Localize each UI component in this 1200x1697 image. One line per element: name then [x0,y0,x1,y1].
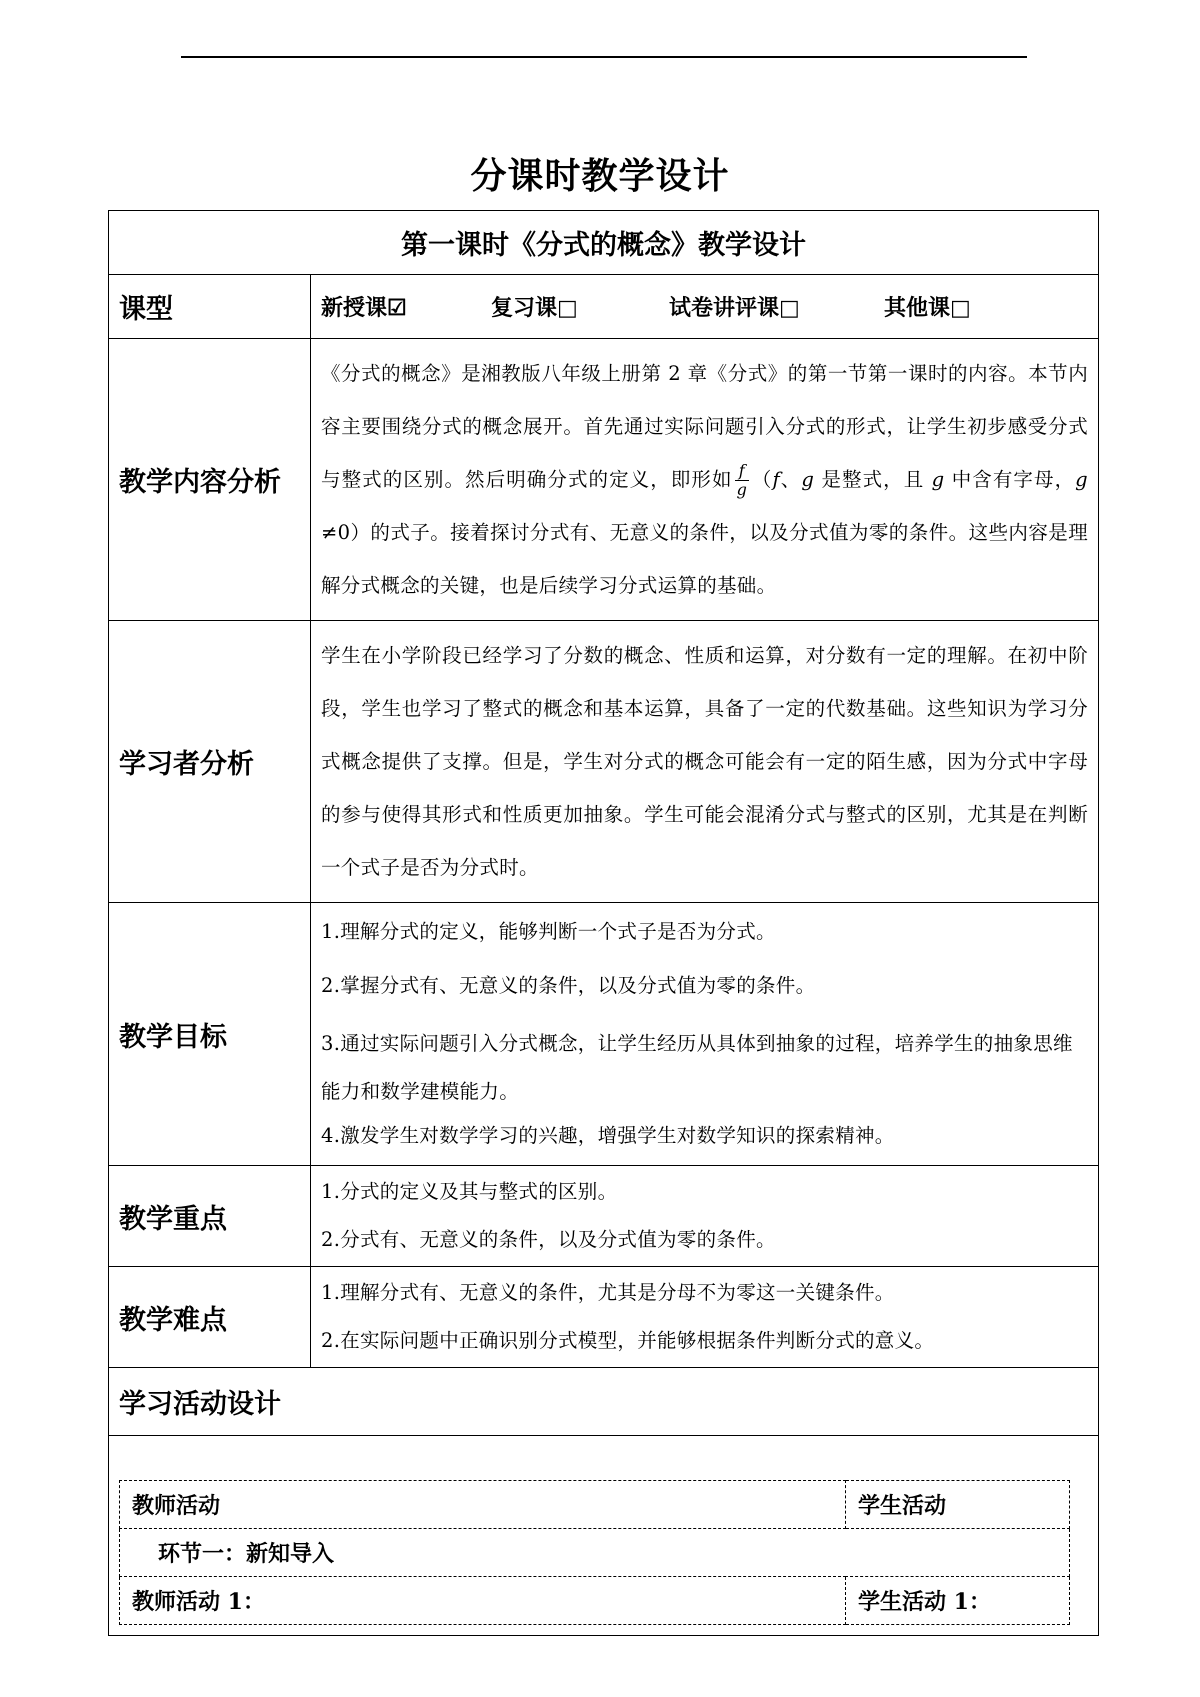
content-text-part: （ [751,468,773,491]
teacher-activity-header: 教师活动 [120,1481,846,1529]
lesson-type-options [311,275,1099,339]
activity-design-area [109,1436,1099,1636]
difficult-point-item: 1.理解分式有、无意义的条件，尤其是分母不为零这一关键条件。 [321,1281,895,1304]
stage-1-label: 环节一：新知导入 [158,1541,335,1567]
student-activity-header: 学生活动 [846,1481,1070,1529]
content-text-part: 《分式的概念》是湘教版八年级上册第 2 章《分式》的第一节第一课时的内容。本节内容主要围绕分式的概念展开。首先通过实际问题引入分式的形式，让学生初步感受分式与整式的区别。然后明确分式的定义，即形如 [321,362,1088,491]
content-analysis-label: 教学内容分析 [109,339,311,621]
option-new-lesson[interactable]: 新授课☑ [321,295,407,321]
lesson-subtitle: 第一课时《分式的概念》教学设计 [109,211,1099,275]
stage-1-title [120,1529,1070,1577]
learner-analysis-label: 学习者分析 [109,621,311,903]
key-points-list [311,1166,1099,1267]
variable-g: g [801,468,815,491]
header-rule [181,56,1027,58]
variable-g: g [931,468,945,491]
content-analysis-text [311,339,1099,621]
fraction-denominator: g [736,480,748,499]
option-exam-review-lesson[interactable]: 试卷讲评课□ [669,295,800,321]
goal-item: 1.理解分式的定义，能够判断一个式子是否为分式。 [321,920,776,943]
teaching-goals-list [311,903,1099,1166]
difficult-point-item: 2.在实际问题中正确识别分式模型，并能够根据条件判断分式的意义。 [321,1329,935,1352]
lesson-plan-table [108,210,1099,1636]
goal-item: 2.掌握分式有、无意义的条件，以及分式值为零的条件。 [321,974,816,997]
key-point-item: 1.分式的定义及其与整式的区别。 [321,1180,618,1203]
key-points-label: 教学重点 [109,1166,311,1267]
learner-analysis-text: 学生在小学阶段已经学习了分数的概念、性质和运算，对分数有一定的理解。在初中阶段，学生也学习了整式的概念和基本运算，具备了一定的代数基础。这些知识为学习分式概念提供了支撑。但是，学生对分式的概念可能会有一定的陌生感，因为分式中字母的参与使得其形式和性质更加抽象。学生可能会混淆分式与整式的区别，尤其是在判断一个式子是否为分式时。 [311,621,1099,903]
difficult-points-label: 教学难点 [109,1267,311,1368]
fraction-numerator: f [735,462,750,481]
option-other-lesson[interactable]: 其他课□ [884,295,971,321]
teacher-activity-1[interactable]: 教师活动 1： [120,1577,846,1625]
activity-table [119,1480,1070,1625]
student-activity-1[interactable]: 学生活动 1： [846,1577,1070,1625]
content-text-part: 、 [780,468,802,491]
variable-g: g [1075,468,1088,491]
fraction-f-over-g [735,462,750,499]
content-text-part: 中含有字母， [944,468,1076,491]
lesson-type-label: 课型 [109,275,311,339]
document-title: 分课时教学设计 [470,155,730,197]
goal-item: 3.通过实际问题引入分式概念，让学生经历从具体到抽象的过程，培养学生的抽象思维能力和数学建模能力。 [321,1032,1073,1103]
key-point-item: 2.分式有、无意义的条件，以及分式值为零的条件。 [321,1228,776,1251]
content-text-part: ≠0）的式子。接着探讨分式有、无意义的条件，以及分式值为零的条件。这些内容是理解分式概念的关键，也是后续学习分式运算的基础。 [321,521,1088,597]
teaching-goals-label: 教学目标 [109,903,311,1166]
option-review-lesson[interactable]: 复习课□ [491,295,578,321]
activity-design-title: 学习活动设计 [109,1368,1099,1436]
content-text-part: 是整式，且 [814,468,932,491]
goal-item: 4.激发学生对数学学习的兴趣，增强学生对数学知识的探索精神。 [321,1124,895,1147]
difficult-points-list [311,1267,1099,1368]
variable-f: f [772,468,781,491]
